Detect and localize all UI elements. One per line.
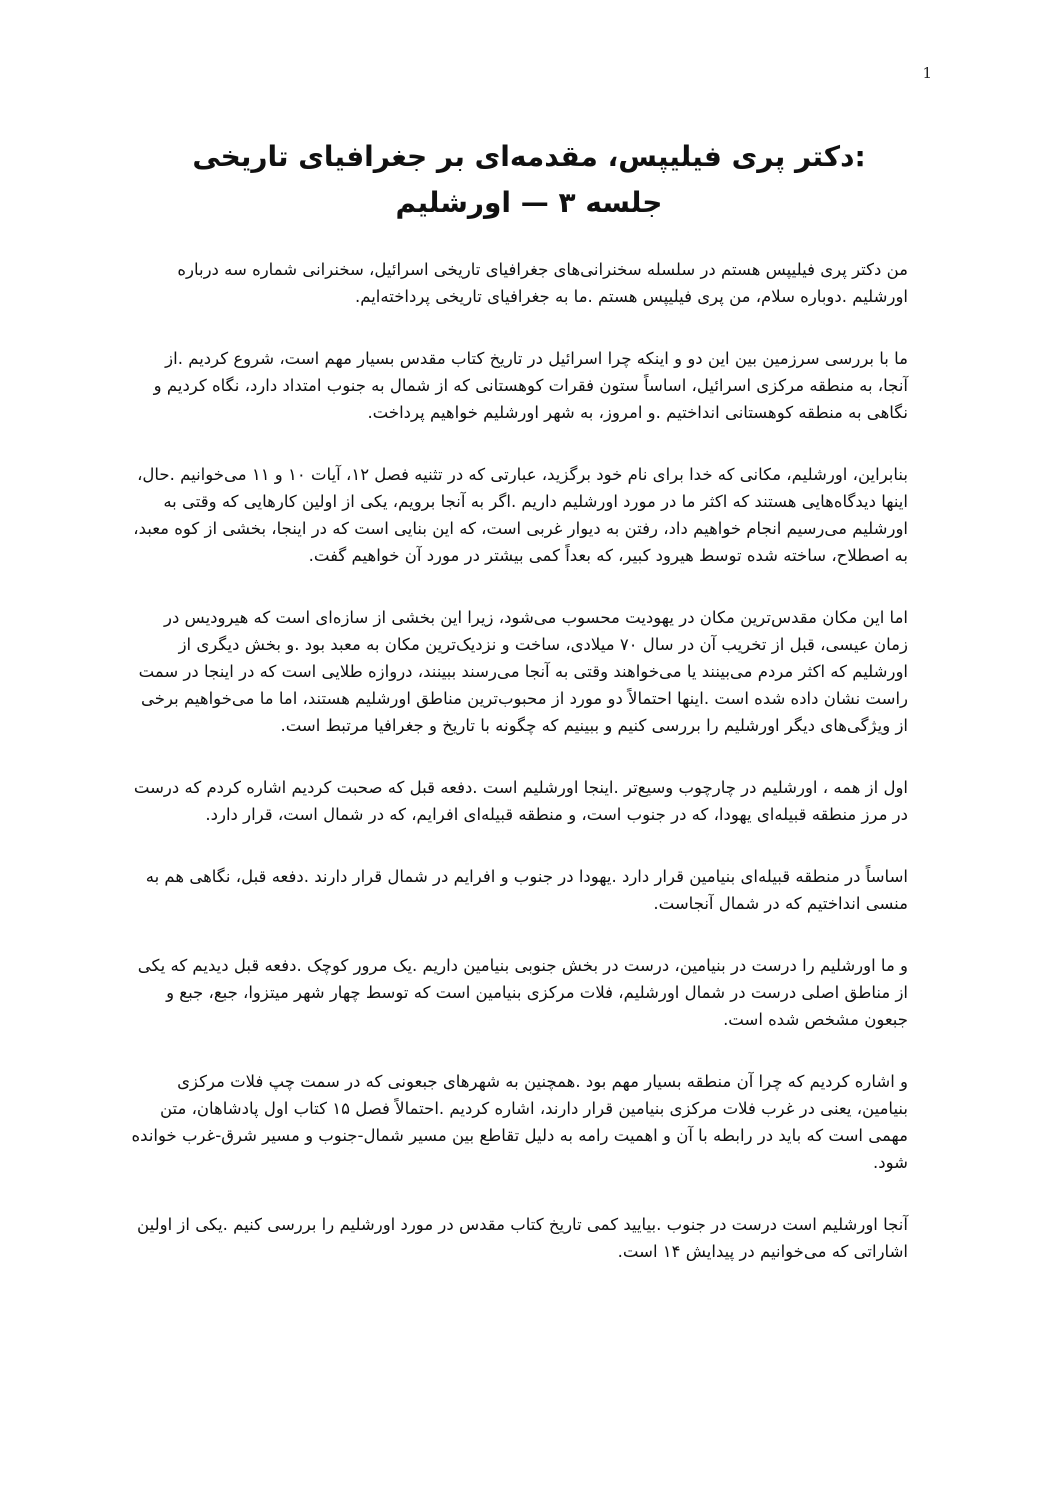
paragraph-4: اما این مکان مقدس‌ترین مکان در یهودیت محسوب می‌شود، زیرا این بخشی از سازه‌ای است که هیرودیس در زمان عیسی، قبل از تخریب آن در سال ۷۰ میلادی، ساخت و نزدیک‌ترین مکان به معبد بود .و بخش دیگری از اورشلیم که اکثر مردم می‌بینند یا می‌خواهند وقتی به آنجا می‌رسند ببینند، دروازه طلایی است که در اینجا در سمت راست نشان داده شده است .اینها احتمالاً دو مورد از محبوب‌ترین مناطق اورشلیم هستند، اما ما می‌خواهیم برخی از ویژگی‌های دیگر اورشلیم را بررسی کنیم و ببینیم که چگونه با تاریخ و جغرافیا مرتبط است. <box>138 608 908 735</box>
paragraph-7: و ما اورشلیم را درست در بنیامین، درست در بخش جنوبی بنیامین داریم .یک مرور کوچک .دفعه قبل دیدیم که یکی از مناطق اصلی درست در شمال اورشلیم، فلات مرکزی بنیامین است که توسط چهار شهر میتزوا، جبع، جبع و جبعون مشخص شده است. <box>137 956 908 1029</box>
page-number: 1 <box>922 64 932 82</box>
paragraph-8: و اشاره کردیم که چرا آن منطقه بسیار مهم بود .همچنین به شهرهای جبعونی که در سمت چپ فلات مرکزی بنیامین، یعنی در غرب فلات مرکزی بنیامین قرار دارند، اشاره کردیم .احتمالاً فصل ۱۵ کتاب اول پادشاهان، متن مهمی است که باید در رابطه با آن و اهمیت رامه به دلیل تقاطع بین مسیر شمال-جنوب و مسیر شرق-غرب خوانده شود. <box>131 1072 908 1172</box>
paragraph-9: آنجا اورشلیم است درست در جنوب .بیایید کمی تاریخ کتاب مقدس در مورد اورشلیم را بررسی کنیم .یکی از اولین اشاراتی که می‌خوانیم در پیدایش ۱۴ است. <box>137 1215 908 1261</box>
title-line-1: :دکتر پری فیلیپس، مقدمه‌ای بر جغرافیای تاریخی <box>192 140 866 173</box>
paragraph-3: بنابراین، اورشلیم، مکانی که خدا برای نام خود برگزید، عبارتی که در تثنیه فصل ۱۲، آیات ۱۰ و ۱۱ می‌خوانیم .حال، اینها دیدگاه‌هایی هستند که اکثر ما در مورد اورشلیم داریم .اگر به آنجا برویم، یکی از اولین کارهایی که وقتی به اورشلیم می‌رسیم انجام خواهیم داد، رفتن به دیوار غربی است، که این بنایی است که در اینجا، بخشی از کوه معبد، به اصطلاح، ساخته شده توسط هیرود کبیر، که بعداً کمی بیشتر در مورد آن خواهیم گفت. <box>133 465 908 565</box>
document-title <box>130 134 928 226</box>
paragraph-1: من دکتر پری فیلیپس هستم در سلسله سخنرانی‌های جغرافیای تاریخی اسرائیل، سخنرانی شماره سه درباره اورشلیم .دوباره سلام، من پری فیلیپس هستم .ما به جغرافیای تاریخی پرداخته‌ایم. <box>177 260 908 306</box>
paragraph-2: ما با بررسی سرزمین بین این دو و اینکه چرا اسرائیل در تاریخ کتاب مقدس بسیار مهم است، شروع کردیم .از آنجا، به منطقه مرکزی اسرائیل، اساساً ستون فقرات کوهستانی که از شمال به جنوب امتداد دارد، نگاه کردیم و نگاهی به منطقه کوهستانی انداختیم .و امروز، به شهر اورشلیم خواهیم پرداخت. <box>153 349 908 422</box>
paragraph-6: اساساً در منطقه قبیله‌ای بنیامین قرار دارد .یهودا در جنوب و افرایم در شمال قرار دارند .دفعه قبل، نگاهی هم به منسی انداختیم که در شمال آنجاست. <box>145 867 908 913</box>
document-body <box>130 256 908 1300</box>
paragraph-5: اول از همه ، اورشلیم در چارچوب وسیع‌تر .اینجا اورشلیم است .دفعه قبل که صحبت کردیم اشاره کردم که درست در مرز منطقه قبیله‌ای یهودا، که در جنوب است، و منطقه قبیله‌ای افرایم، که در شمال است، قرار دارد. <box>133 778 908 824</box>
title-line-2: جلسه ۳ — اورشلیم <box>395 186 663 219</box>
